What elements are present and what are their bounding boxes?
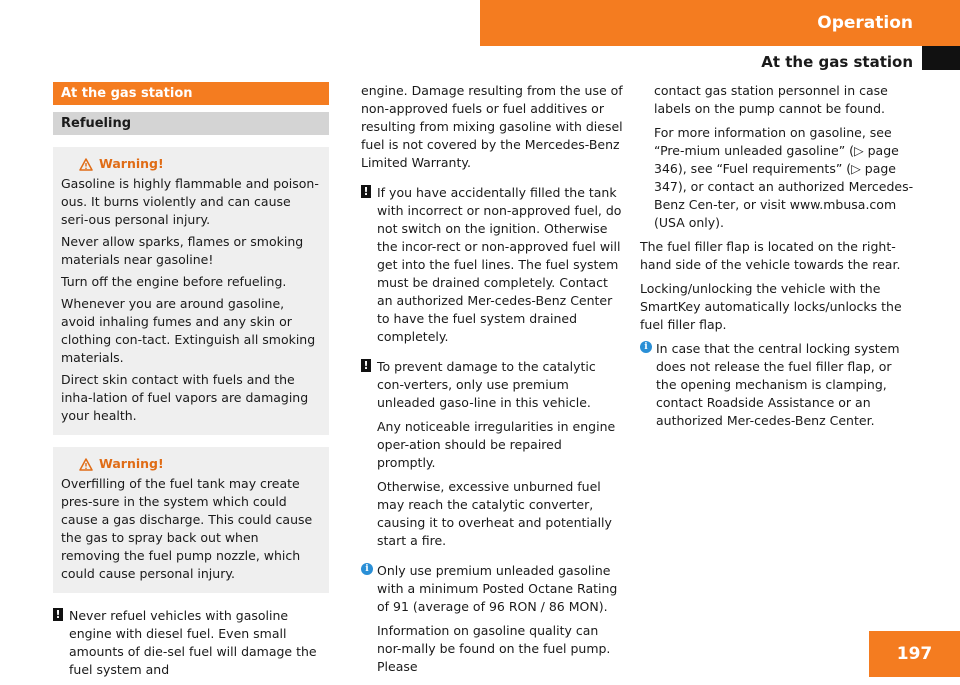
continuation-text: engine. Damage resulting from the use of non-approved fuels or fuel additives or resulting from mixing gasoline with diesel fuel is not covered by the Mercedes-Benz Limited Warranty. bbox=[361, 83, 623, 170]
warning-paragraph: Overfilling of the fuel tank may create pres-sure in the system which could cause a gas discharge. This could cause the gas to spray back out when removing the fuel pump nozzle, which could cause personal injury. bbox=[61, 476, 313, 581]
warning-paragraph: Direct skin contact with fuels and the inha-lation of fuel vapors are damaging your health. bbox=[61, 372, 309, 423]
continuation-text: For more information on gasoline, see “Pre-mium unleaded gasoline” (▷ page 346), see “Fuel requirements” (▷ page 347), or contact an authorized Mercedes-Benz Cen-ter, or visit www.mbusa.com (USA only). bbox=[654, 125, 914, 230]
warning-box-2 bbox=[53, 447, 329, 593]
warning-paragraph: Never allow sparks, flames or smoking materials near gasoline! bbox=[61, 234, 304, 267]
info-icon: i bbox=[640, 341, 652, 353]
exclamation-icon: ! bbox=[361, 359, 371, 372]
info-note bbox=[361, 562, 623, 676]
warning-title: Warning! bbox=[99, 456, 164, 471]
warning-paragraph: Turn off the engine before refueling. bbox=[61, 274, 287, 289]
caution-note bbox=[53, 607, 329, 679]
info-continuation bbox=[640, 82, 915, 232]
column-middle bbox=[361, 82, 623, 682]
info-note bbox=[640, 340, 915, 430]
section-title: At the gas station bbox=[61, 85, 193, 101]
warning-paragraph: Gasoline is highly flammable and poison-ous. It burns violently and can cause seri-ous personal injury. bbox=[61, 176, 319, 227]
warning-triangle-icon bbox=[79, 458, 93, 471]
warning-title: Warning! bbox=[99, 156, 164, 171]
warning-heading bbox=[61, 455, 321, 473]
section-header: At the gas station bbox=[761, 53, 913, 71]
warning-triangle-icon bbox=[79, 158, 93, 171]
header-marker bbox=[922, 46, 960, 70]
warning-paragraph: Whenever you are around gasoline, avoid inhaling fumes and any skin or clothing con-tact. Extinguish all smoking materials. bbox=[61, 296, 316, 365]
subsection-title-bar bbox=[53, 112, 329, 135]
warning-heading bbox=[61, 155, 321, 173]
info-icon: i bbox=[361, 563, 373, 575]
page-number: 197 bbox=[896, 644, 933, 664]
note-text: Any noticeable irregularities in engine oper-ation should be repaired promptly. bbox=[377, 419, 616, 470]
column-right bbox=[640, 82, 915, 436]
caution-note bbox=[361, 358, 623, 550]
note-text: To prevent damage to the catalytic con-verters, only use premium unleaded gaso-line in this vehicle. bbox=[377, 359, 596, 410]
note-text: Information on gasoline quality can nor-mally be found on the fuel pump. Please bbox=[377, 623, 611, 674]
exclamation-icon: ! bbox=[53, 608, 63, 621]
subsection-title: Refueling bbox=[61, 115, 132, 131]
warning-box-1 bbox=[53, 147, 329, 435]
page-number-tab bbox=[869, 631, 960, 677]
note-text: Otherwise, excessive unburned fuel may reach the catalytic converter, causing it to overheat and potentially start a fire. bbox=[377, 479, 612, 548]
section-title-bar bbox=[53, 82, 329, 105]
column-left bbox=[53, 82, 329, 685]
note-text: Only use premium unleaded gasoline with a minimum Posted Octane Rating of 91 (average of 96 RON / 86 MON). bbox=[377, 563, 618, 614]
caution-note bbox=[361, 184, 623, 346]
body-paragraph: The fuel filler flap is located on the right-hand side of the vehicle towards the rear. bbox=[640, 239, 901, 272]
note-text: Never refuel vehicles with gasoline engine with diesel fuel. Even small amounts of die-sel fuel will damage the fuel system and bbox=[69, 608, 317, 677]
chapter-title: Operation bbox=[817, 13, 913, 33]
exclamation-icon: ! bbox=[361, 185, 371, 198]
chapter-tab bbox=[480, 0, 960, 46]
body-paragraph: Locking/unlocking the vehicle with the SmartKey automatically locks/unlocks the fuel filler flap. bbox=[640, 281, 902, 332]
note-text: If you have accidentally filled the tank with incorrect or non-approved fuel, do not switch on the ignition. Otherwise the incor-rect or non-approved fuel will get into the fuel lines. The fuel system must be drained completely. Contact an authorized Mer-cedes-Benz Center to have the fuel system drained completely. bbox=[377, 185, 622, 344]
continuation-text: contact gas station personnel in case labels on the pump cannot be found. bbox=[654, 83, 888, 116]
note-text: In case that the central locking system does not release the fuel filler flap, or the opening mechanism is clamping, contact Roadside Assistance or an authorized Mer-cedes-Benz Center. bbox=[656, 341, 900, 428]
